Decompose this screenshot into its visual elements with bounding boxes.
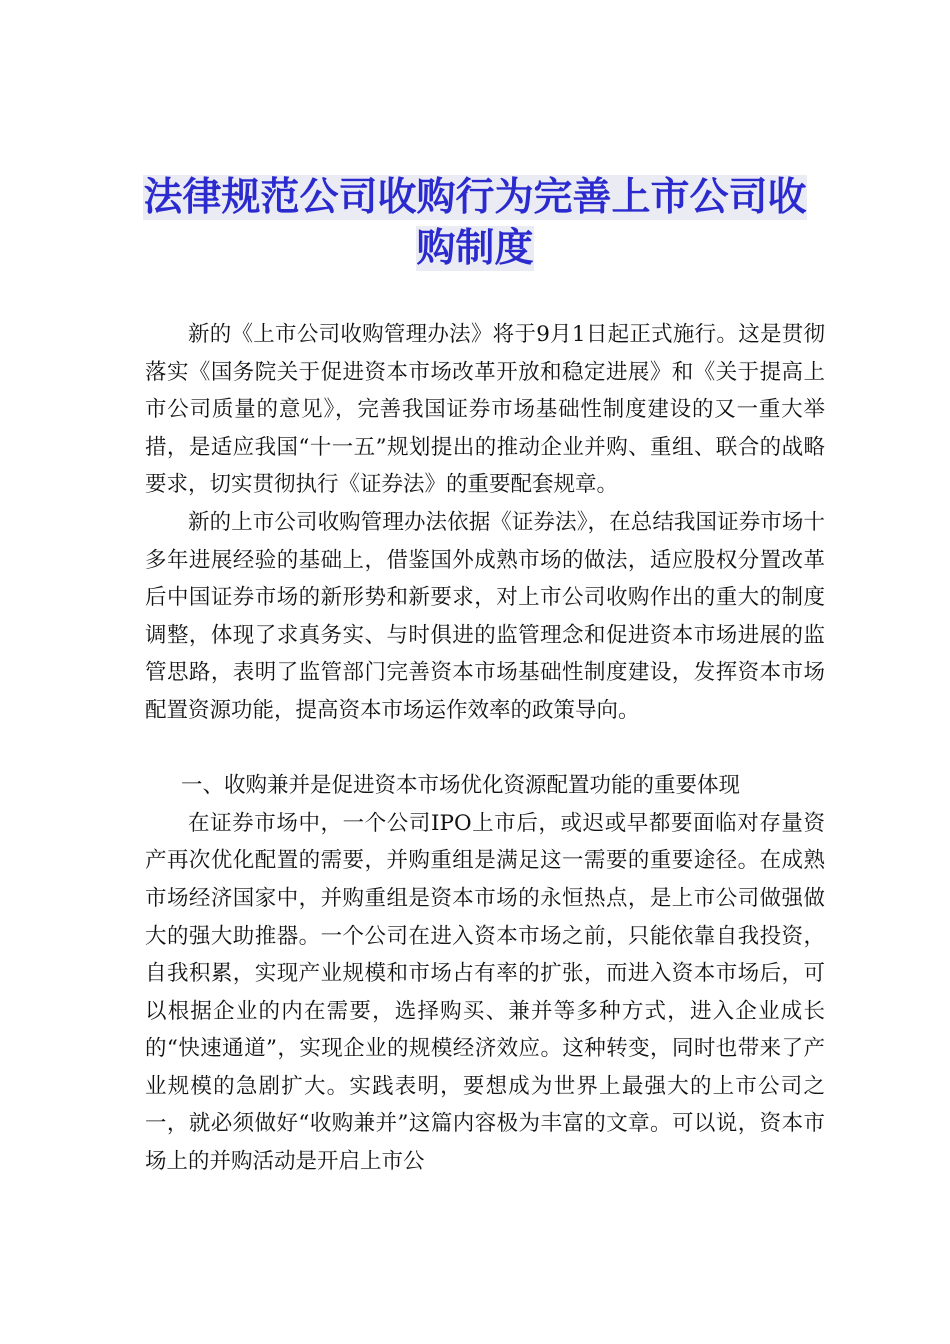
document-body: [145, 316, 825, 1181]
document-title-text: 法律规范公司收购行为完善上市公司收购制度: [143, 175, 807, 271]
section-heading: 一、收购兼并是促进资本市场优化资源配置功能的重要体现: [181, 773, 741, 799]
body-paragraph-1: 新的《上市公司收购管理办法》将于9月1日起正式施行。这是贯彻落实《国务院关于促进资本市场改革开放和稳定进展》和《关于提高上市公司质量的意见》，完善我国证券市场基础性制度建设的又一重大举措，是适应我国“十一五”规划提出的推动企业并购、重组、联合的战略要求，切实贯彻执行《证券法》的重要配套规章。: [145, 322, 825, 498]
document-title: [140, 172, 810, 274]
body-paragraph-2: 新的上市公司收购管理办法依据《证券法》，在总结我国证券市场十多年进展经验的基础上，借鉴国外成熟市场的做法，适应股权分置改革后中国证券市场的新形势和新要求，对上市公司收购作出的重大的制度调整，体现了求真务实、与时俱进的监管理念和促进资本市场进展的监管思路，表明了监管部门完善资本市场基础性制度建设，发挥资本市场配置资源功能，提高资本市场运作效率的政策导向。: [145, 509, 825, 723]
section-paragraph-1: 在证券市场中，一个公司IPO上市后，或迟或早都要面临对存量资产再次优化配置的需要，并购重组是满足这一需要的重要途径。在成熟市场经济国家中，并购重组是资本市场的永恒热点，是上市公司做强做大的强大助推器。一个公司在进入资本市场之前，只能依靠自我投资，自我积累，实现产业规模和市场占有率的扩张，而进入资本市场后，可以根据企业的内在需要，选择购买、兼并等多种方式，进入企业成长的“快速通道”，实现企业的规模经济效应。这种转变，同时也带来了产业规模的急剧扩大。实践表明，要想成为世界上最强大的上市公司之一，就必须做好“收购兼并”这篇内容极为丰富的文章。可以说，资本市场上的并购活动是开启上市公: [145, 810, 825, 1175]
